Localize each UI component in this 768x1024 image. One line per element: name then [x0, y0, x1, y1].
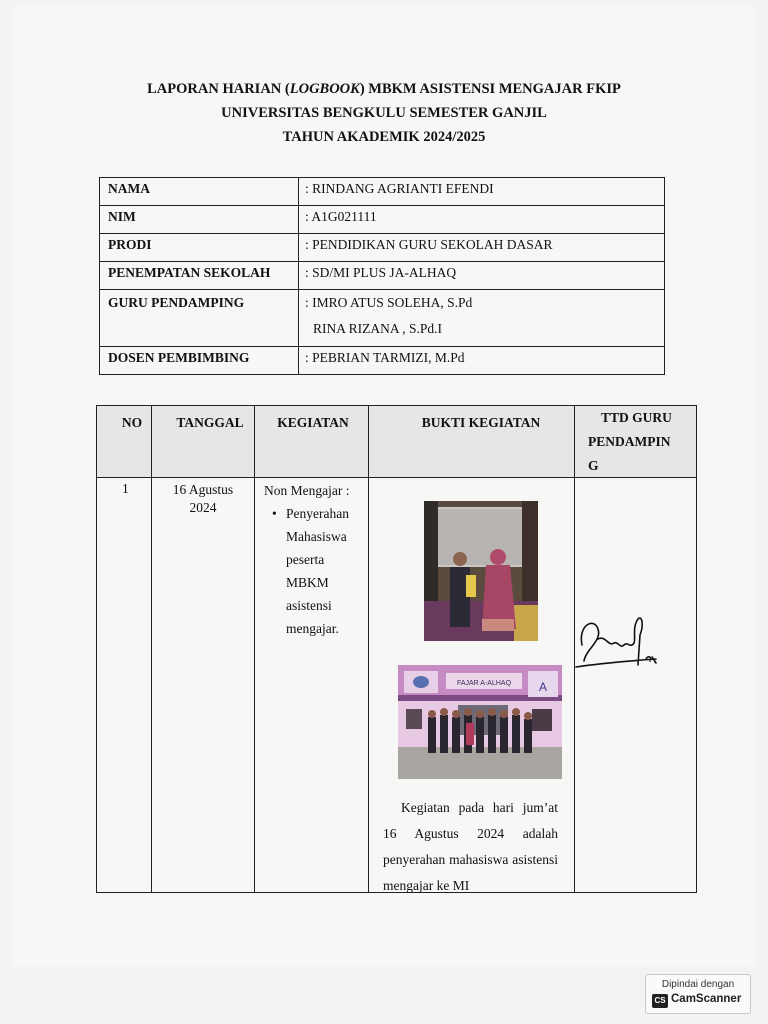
row1-tanggal: 16 Agustus 2024: [172, 482, 234, 515]
col-border-5: [696, 405, 697, 893]
camscanner-logo-icon: CS: [652, 994, 668, 1008]
student-info-table: [99, 177, 665, 375]
camscanner-watermark: [645, 974, 751, 1014]
info-row-nim: NIM : A1G021111: [100, 206, 665, 234]
report-title-line-1: LAPORAN HARIAN (LOGBOOK) MBKM ASISTENSI MENGAJAR FKIP: [147, 81, 621, 97]
kegiatan-bullet-item: • Penyerahan Mahasiswa peserta MBKM asistensi mengajar.: [286, 502, 376, 640]
info-row-nama: NAMA : RINDANG AGRIANTI EFENDI: [100, 178, 665, 206]
row1-kegiatan: Non Mengajar : • Penyerahan Mahasiswa peserta MBKM asistensi mengajar.: [266, 479, 376, 640]
info-row-prodi: PRODI : PENDIDIKAN GURU SEKOLAH DASAR: [100, 234, 665, 262]
school-sign-text: FAJAR A-ALHAQ: [456, 680, 512, 687]
scanner-brand: CamScanner: [671, 993, 742, 1005]
header-kegiatan: KEGIATAN: [277, 415, 349, 430]
info-row-guru: GURU PENDAMPING : IMRO ATUS SOLEHA, S.Pd RINA RIZANA , S.Pd.I: [100, 290, 665, 347]
guru-value-2: RINA RIZANA , S.Pd.I: [313, 321, 443, 336]
col-border-2: [254, 405, 255, 893]
info-row-dosen: DOSEN PEMBIMBING : PEBRIAN TARMIZI, M.Pd: [100, 347, 665, 375]
header-no: NO: [121, 415, 143, 430]
report-title-line-3: TAHUN AKADEMIK 2024/2025: [282, 129, 486, 145]
row1-description: Kegiatan pada hari jum’at 16 Agustus 2024 adalah penyerahan mahasiswa asistensi mengajar ke MI: [383, 800, 558, 893]
report-title-line-2: UNIVERSITAS BENGKULU SEMESTER GANJIL: [221, 105, 547, 121]
evidence-photo-group: [398, 665, 562, 779]
kegiatan-list: [266, 502, 376, 640]
header-tanggal: TANGGAL: [176, 415, 244, 430]
signature-image: [572, 605, 662, 685]
header-ttd: TTD GURU PENDAMPIN G: [588, 410, 672, 473]
col-border-0: [96, 405, 97, 893]
scanner-label: Dipindai dengan: [661, 979, 735, 990]
logbook-table: [96, 405, 697, 893]
info-row-sekolah: PENEMPATAN SEKOLAH : SD/MI PLUS JA-ALHAQ: [100, 262, 665, 290]
col-border-1: [151, 405, 152, 893]
school-sign-badge: A: [538, 680, 548, 694]
evidence-photo-handover: [424, 501, 538, 641]
guru-value-1: : IMRO ATUS SOLEHA, S.Pd: [305, 295, 473, 310]
row1-no: 1: [122, 481, 129, 496]
header-bukti: BUKTI KEGIATAN: [421, 415, 541, 430]
